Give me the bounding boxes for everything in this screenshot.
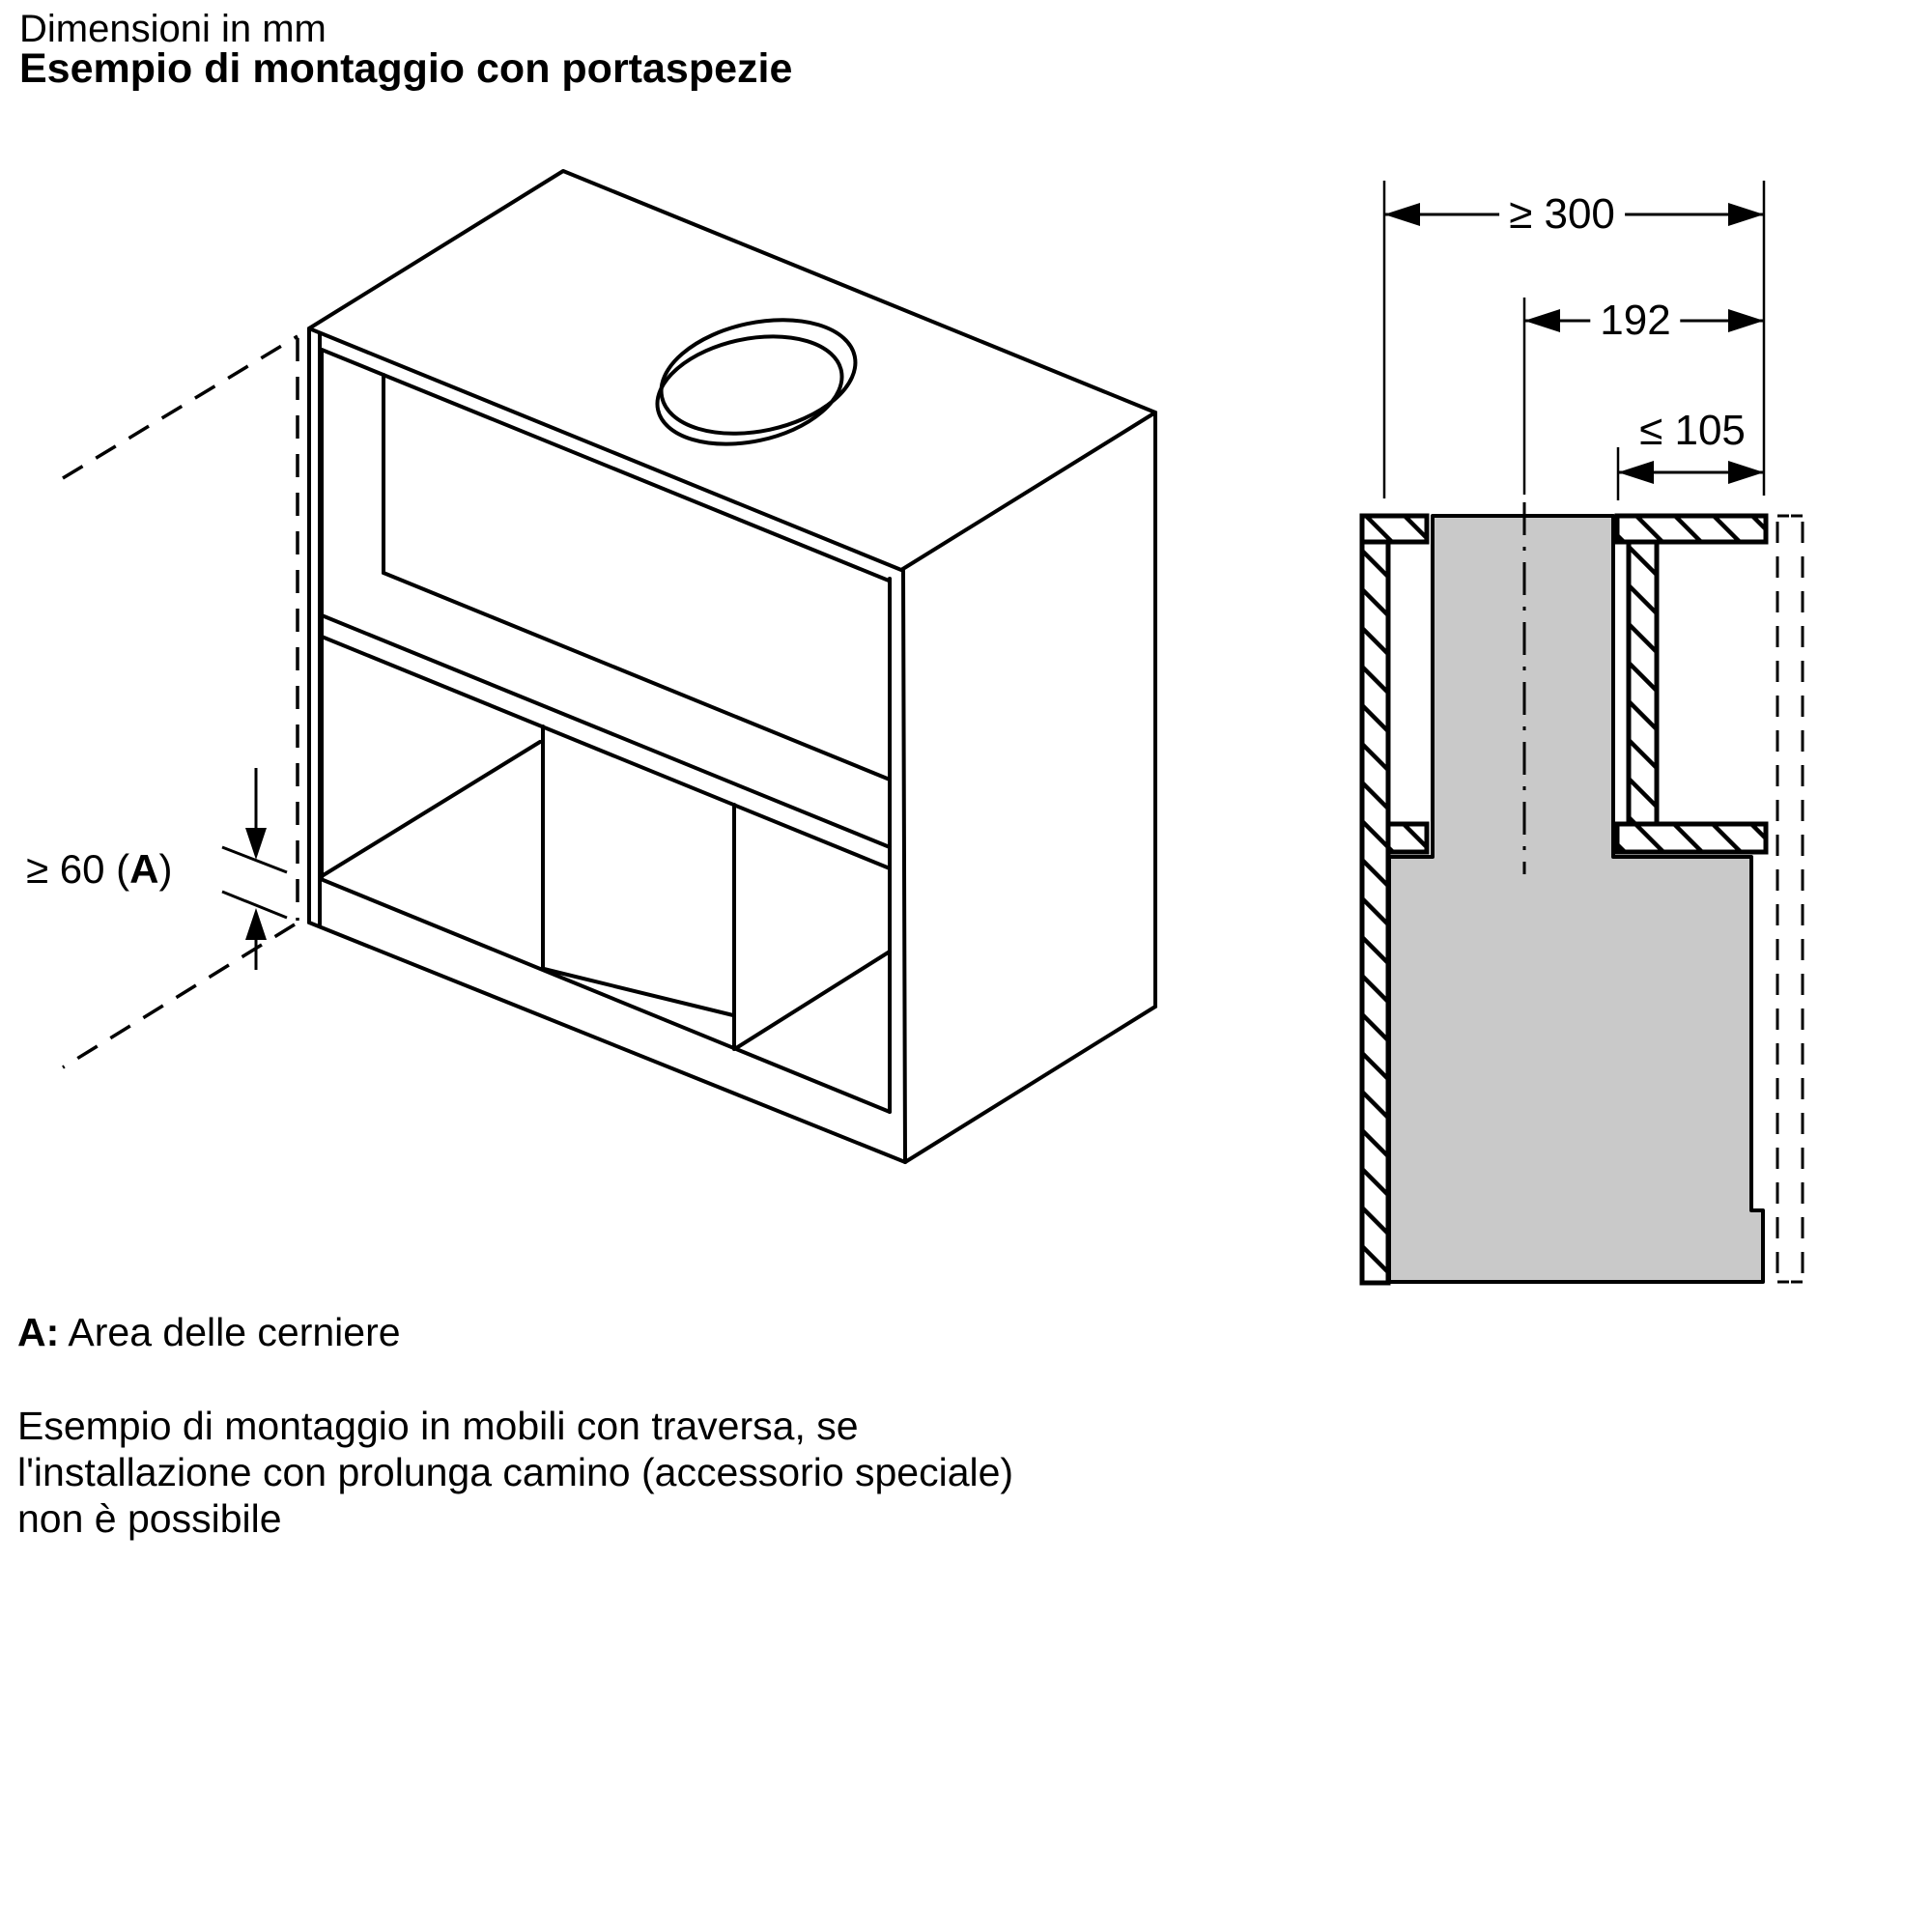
hood-profile: [1389, 516, 1763, 1282]
note-line: Esempio di montaggio in mobili con traversa, se: [17, 1404, 859, 1448]
note-line: non è possibile: [17, 1496, 282, 1541]
compartment-dividers: [543, 726, 734, 1049]
cabinet-top-face: [309, 171, 1155, 570]
left-top-rail: [1362, 516, 1427, 542]
arrow-up-icon: [245, 908, 267, 940]
cabinet-outline: [309, 171, 1155, 1162]
legend: [17, 1310, 401, 1355]
right-top-shelf: [1617, 516, 1766, 542]
dim-label-depth: ≥ 300: [1499, 191, 1625, 238]
note-paragraph: [17, 1403, 1013, 1542]
units-note: Dimensioni in mm: [19, 8, 327, 50]
cross-section-figure: [1333, 135, 1835, 1314]
arrow-right-icon: [1728, 461, 1764, 484]
dim-label-hinge: [26, 846, 173, 892]
legend-key: A:: [17, 1310, 60, 1354]
dim-label-center: 192: [1590, 298, 1680, 344]
arrow-left-icon: [1384, 203, 1420, 226]
dim-label-hinge-letter: A: [129, 846, 159, 892]
arrow-left-icon: [1524, 309, 1560, 332]
dim-label-hinge-prefix: ≥ 60 (: [26, 846, 130, 892]
dim-label-hinge-suffix: ): [158, 846, 173, 892]
interior-floor-lines: [322, 742, 890, 1048]
right-bottom-shelf: [1617, 824, 1766, 852]
hinge-dimension: [222, 768, 287, 970]
note-line: l'installazione con prolunga camino (accessorio speciale): [17, 1450, 1014, 1494]
legend-text: Area delle cerniere: [59, 1310, 401, 1354]
dim-label-rail: ≤ 105: [1639, 407, 1746, 454]
door-plane-dashed: [63, 336, 298, 1067]
front-edge-dashed: [1777, 516, 1803, 1282]
page-title: Esempio di montaggio con portaspezie: [19, 45, 793, 92]
cabinet-isometric-figure: [0, 0, 1198, 1198]
duct-hole-icon: [647, 303, 866, 460]
arrow-right-icon: [1728, 309, 1764, 332]
arrow-right-icon: [1728, 203, 1764, 226]
arrow-down-icon: [245, 828, 267, 860]
right-rail-wall: [1629, 542, 1657, 824]
arrow-left-icon: [1618, 461, 1654, 484]
left-lower-rail: [1388, 824, 1427, 852]
left-side-wall: [1362, 542, 1388, 1283]
